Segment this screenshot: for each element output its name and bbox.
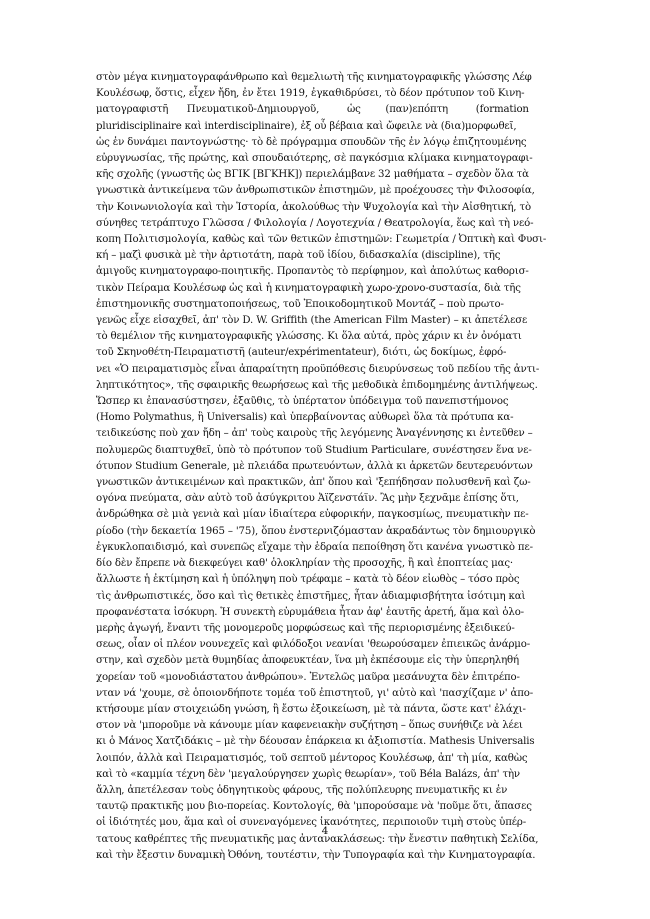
text-line: προφανέστατα ἰσόκυρη. Ἡ συνεκτὴ εὐρυμάθεια ἦταν ἀφ' ἑαυτῆς ἀρετή, ἅμα καὶ ὁλο-: [96, 606, 524, 618]
text-line: καὶ τὸ «καμμία τέχνη δὲν 'μεγαλούργησεν χωρὶς θεωρίαν», τοῦ Béla Balázs, ἀπ' τὴν: [96, 768, 520, 780]
text-line: ρίοδο (τὴν δεκαετία 1965 – '75), ὅπου ἐνστερνιζόμασταν ἀκραδάντως τὸν δημιουργικὸ: [96, 525, 536, 537]
text-line: τὶς ἀνθρωπιστικές, ὅσο καὶ τὶς θετικὲς ἐπιστῆμες, ἦταν ἀδιαμφισβήτητα ἰσότιμη καὶ: [96, 590, 526, 602]
text-line: ἐγκυκλοπαιδισμό, καὶ συνεπῶς εἴχαμε τὴν ἑδραία πεποίθηση ὅτι κανένα γνωστικὸ πε-: [96, 541, 533, 553]
text-line: τικὸν Πείραμα Κουλέσωφ ὡς καὶ ἡ κινηματογραφικὴ χωρο-χρονο-συστασία, διὰ τῆς: [96, 282, 521, 294]
text-line: κοπη Πολιτισμολογία, καθὼς καὶ τῶν θετικῶν ἐπιστημῶν: Γεωμετρία / Ὀπτικὴ καὶ Φυσι-: [96, 234, 547, 246]
text-line: ἄλλωστε ἡ ἐκτίμηση καὶ ἡ ὑπόληψη ποὺ τρέφαμε – κατὰ τὸ δέον εἰωθὸς – τόσο πρὸς: [96, 574, 520, 586]
text-line: μερὴς ἀγωγή, ἔναντι τῆς μονομεροῦς μορφώσεως καὶ τῆς περιορισμένης ἐξειδικεύ-: [96, 622, 515, 634]
text-line: λοιπόν, ἀλλὰ καὶ Πειραματισμός, τοῦ σεπτοῦ μέντορος Κουλέσωφ, ἀπ' τὴ μία, καθὼς: [96, 752, 528, 764]
text-line: εὐρυγνωσίας, τῆς πρώτης, καὶ σπουδαιότερης, σὲ παγκόσμια κλίμακα κινηματογραφι-: [96, 153, 533, 165]
text-line: ἐπιστημονικῆς συστηματοποιήσεως, τοῦ Ἐποικοδομητικοῦ Μοντάζ – ποὺ πρωτο-: [96, 298, 504, 310]
text-line: Ὥσπερ κι ἐπανασύστησεν, ἐξαῦθις, τὸ ὑπέρτατον ὑπόδειγμα τοῦ πανεπιστήμονος: [96, 396, 509, 408]
text-line: ογόνα πνεύματα, σὰν αὐτὸ τοῦ ἀσύγκριτου Ἀϊζενστάϊν. Ἂς μὴν ξεχνᾶμε ἐπίσης ὅτι,: [96, 493, 519, 505]
text-line: pluridisciplinaire καὶ interdisciplinaire), ἐξ οὗ βέβαια καὶ ὤφειλε νὰ (δια)μορφωθεῖ,: [96, 120, 517, 132]
text-line: γενῶς εἶχε εἰσαχθεῖ, ἀπ' τὸν D. W. Griffith (the American Film Master) – κι ἀπετέλεσε: [96, 315, 528, 327]
text-line: σύνηθες τετράπτυχο Γλῶσσα / Φιλολογία / Λογοτεχνία / Θεατρολογία, ἕως καὶ τὴ νεό-: [96, 217, 534, 229]
text-line: γνωστικῶν ἀντικειμένων καὶ πρακτικῶν, ἀπ' ὅπου καὶ 'ξεπήδησαν πολυσθενῆ καὶ ζω-: [96, 477, 531, 489]
body-paragraph: [96, 70, 554, 864]
text-line: ληπτικότητος», τῆς σφαιρικῆς θεωρήσεως καὶ τῆς μεθοδικὰ ἐπιδομημένης ἀντιλήψεως.: [96, 379, 538, 391]
text-line: (Homo Polymathus, ἢ Universalis) καὶ ὑπερβαίνοντας αὐθωρεὶ ὅλα τὰ πρότυπα κα-: [96, 412, 514, 424]
text-line: νει «Ὁ πειραματισμὸς εἶναι ἀπαραίτητη προϋπόθεσις διευρύνσεως τοῦ πεδίου τῆς ἀντι-: [96, 363, 540, 375]
text-line: οἱ ἰδιότητές μου, ἅμα καὶ οἱ συνεναγόμενες ἱκανότητες, περιποιοῦν τιμὴ στοὺς ὑπέρ-: [96, 817, 527, 829]
text-line: ταυτῷ πρακτικῆς μου βιο-πορείας. Κοντολογίς, θὰ 'μπορούσαμε νὰ 'ποῦμε ὅτι, ἅπασες: [96, 801, 532, 813]
text-line: ἀνδρώθηκα σὲ μιὰ γενιὰ καὶ μίαν ἰδιαίτερα εὐφορικήν, παγκοσμίως, πνευματικὴν πε-: [96, 509, 529, 521]
text-line: πολυμερῶς διαπτυχθεῖ, ὑπὸ τὸ πρότυπον τοῦ Studium Particulare, συνέστησεν ἕνα νε-: [96, 444, 532, 456]
text-line: χορείαν τοῦ «μονοδιάστατου ἀνθρώπου». Ἐντελῶς μαῦρα μεσάνυχτα δὲν ἐπιτρέπο-: [96, 671, 520, 683]
text-line: σεως, οἷαν οἱ πλέον νουνεχεῖς καὶ φιλόδοξοι νεανίαι 'θεωρούσαμεν ἐπιεικῶς ἀνάρμο-: [96, 639, 531, 651]
text-line: κῆς σχολῆς (γνωστῆς ὡς ΒΓΙΚ [ΒΓΚΗΚ]) περιελάμβανε 32 μαθήματα – σχεδὸν ὅλα τὰ: [96, 169, 529, 181]
text-line: ὡς ἐν δυνάμει παντογνώστης· τὸ δὲ πρόγραμμα σπουδῶν τῆς ἐν λόγῳ ἐπιζητουμένης: [96, 136, 527, 148]
text-line: κι ὁ Μάνος Χατζιδάκις – μὲ τὴν δέουσαν ἐπάρκεια κι ἀξιοπιστία. Mathesis Universalis: [96, 736, 535, 748]
text-line: κή – μαζὶ φυσικὰ μὲ τὴν ἀρτιοτάτη, παρὰ τοῦ ἰδίου, διδασκαλία (discipline), τῆς: [96, 250, 501, 262]
text-line: γνωστικὰ ἀντικείμενα τῶν ἀνθρωπιστικῶν ἐπιστημῶν, μὲ προέχουσες τὴν Φιλοσοφία,: [96, 185, 535, 197]
text-line: δίο δὲν ἔπρεπε νὰ διεκφεύγει καθ' ὁλοκληρίαν τὴς προσοχῆς, ἢ καὶ ἐποπτείας μας·: [96, 558, 514, 570]
text-line: κτήσουμε μίαν στοιχειώδη γνώση, ἢ ἔστω ἐξοικείωση, μὲ τὰ πάντα, ὥστε κατ' ἐλάχι-: [96, 703, 526, 715]
text-line: τὴν Κοινωνιολογία καὶ τὴν Ἱστορία, ἀκολούθως τὴν Ψυχολογία καὶ τὴν Αἰσθητική, τὸ: [96, 201, 531, 213]
text-line: Κουλέσωφ, ὅστις, εἶχεν ἤδη, ἐν ἔτει 1919, ἐγκαθιδρύσει, τὸ δέον πρότυπον τοῦ Κινη-: [96, 88, 525, 100]
text-line: ματογραφιστῆ Πνευματικοῦ-Δημιουργοῦ, ὡς (παν)επόπτη (formation: [96, 104, 529, 116]
text-line: τοῦ Σκηνοθέτη-Πειραματιστῆ (auteur/expérimentateur), διότι, ὡς δοκίμως, ἐφρό-: [96, 347, 507, 359]
text-line: στὸν μέγα κινηματογραφάνθρωπο καὶ θεμελιωτὴ τῆς κινηματογραφικῆς γλώσσης Λέφ: [96, 72, 532, 83]
page-number: 4: [321, 825, 329, 837]
text-line: ἄλλη, ἀπετέλεσαν τοὺς ὁδηγητικοὺς φάρους, τῆς πολύπλευρης πνευματικῆς κι ἐν: [96, 784, 508, 796]
text-line: ότυπον Studium Generale, μὲ πλειάδα πρωτευόντων, ἀλλὰ κι ἀρκετῶν δευτερευόντων: [96, 460, 533, 472]
text-line: τὸ θεμέλιον τῆς κινηματογραφικῆς γλώσσης. Κι ὅλα αὐτά, πρὸς χάριν κι ἐν ὀνόματι: [96, 331, 522, 343]
text-line: ἁμιγοῦς κινηματογραφο-ποιητικῆς. Προπαντὸς τὸ περίφημον, καὶ ἀπολύτως καθορισ-: [96, 266, 529, 278]
text-line: καὶ τὴν ἔξεστιν δυναμικὴ Ὀθόνη, τουτέστιν, τὴν Τυπογραφία καὶ τὴν Κινηματογραφία.: [96, 849, 536, 861]
text-line: στην, καὶ σχεδὸν μετὰ θυμηδίας ἀποφευκτέαν, ἵνα μὴ ἐκπέσουμε εἰς τὴν ὑπερηληθή: [96, 655, 519, 667]
text-line: τειδικεύσης ποὺ χαν ἤδη – ἀπ' τοὺς καιροὺς τῆς λεγόμενης Ἀναγέννησης κι ἐντεῦθεν –: [96, 428, 533, 440]
text-line: στον νὰ 'μποροῦμε νὰ κάνουμε μίαν καφενειακὴν συζήτηση – ὅπως συνήθιζε νὰ λέει: [96, 720, 523, 732]
text-line: νταν νά 'χουμε, σὲ ὁποιονδήποτε τομέα τοῦ ἐπιστητοῦ, γι' αὐτὸ καὶ 'πασχίζαμε ν' ἀπο-: [96, 687, 534, 699]
text-line: τατους καθρέπτες τῆς πνευματικῆς μας ἀντανακλάσεως: τὴν ἔνεστιν παθητικὴ Σελίδα,: [96, 833, 539, 845]
